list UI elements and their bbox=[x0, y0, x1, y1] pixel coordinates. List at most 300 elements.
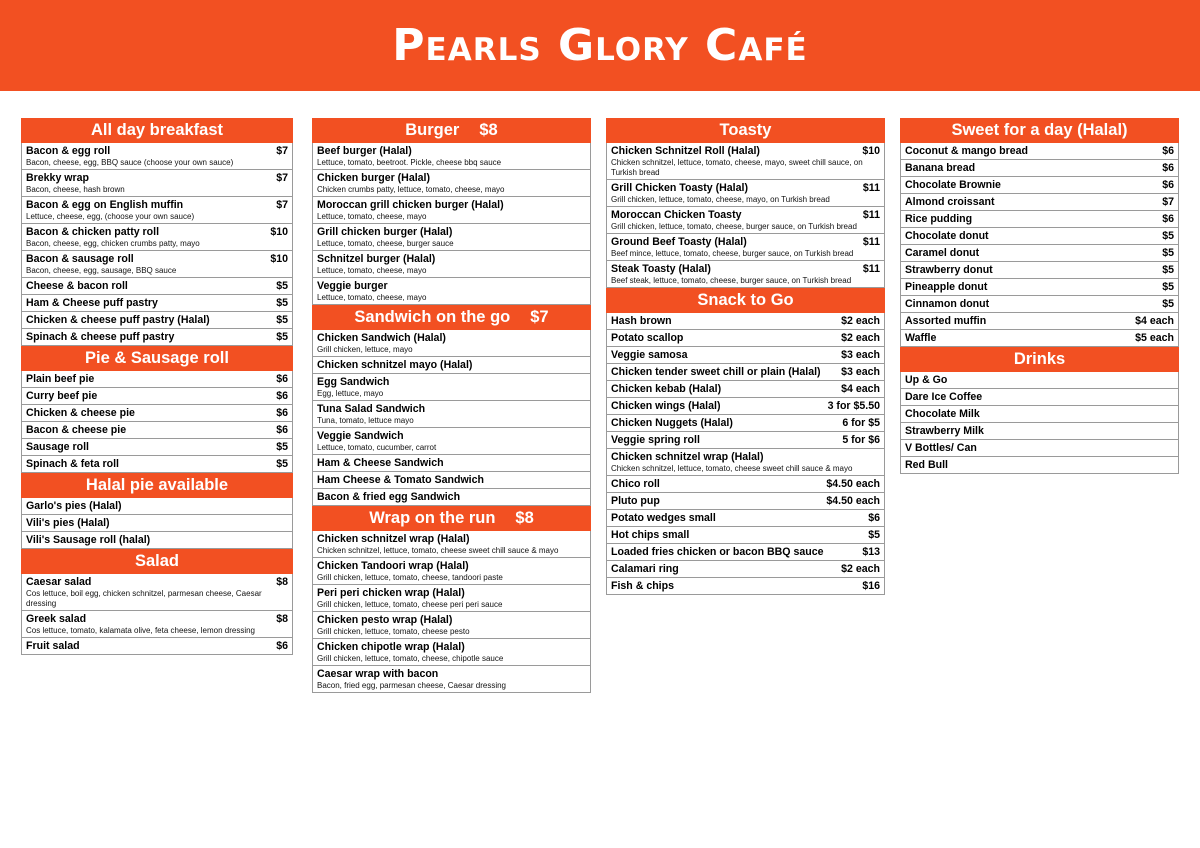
menu-item-name: Bacon & egg on English muffin bbox=[26, 199, 184, 211]
menu-item-name: Pineapple donut bbox=[905, 281, 988, 293]
menu-column-2 bbox=[312, 118, 591, 693]
menu-item-price: $7 bbox=[276, 172, 288, 184]
menu-column-3 bbox=[606, 118, 885, 595]
menu-item-price: $5 bbox=[1162, 298, 1174, 310]
menu-item-price: $6 bbox=[276, 390, 288, 402]
menu-item-name: Veggie spring roll bbox=[611, 434, 700, 446]
menu-item-price: 3 for $5.50 bbox=[827, 400, 880, 412]
menu-item-name: Grill chicken burger (Halal) bbox=[317, 226, 453, 238]
menu-item bbox=[901, 329, 1178, 346]
menu-item-row bbox=[26, 389, 288, 403]
menu-item bbox=[313, 531, 590, 557]
menu-item-name: Loaded fries chicken or bacon BBQ sauce bbox=[611, 546, 824, 558]
menu-item-row bbox=[611, 314, 880, 328]
menu-item-description: Cos lettuce, boil egg, chicken schnitzel, parmesan cheese, Caesar dressing bbox=[26, 589, 262, 608]
menu-section bbox=[606, 118, 885, 288]
menu-item-row bbox=[26, 279, 288, 293]
menu-item-price: $6 bbox=[1162, 213, 1174, 225]
menu-item-description: Chicken schnitzel, lettuce, tomato, cheese, mayo, sweet chill sauce, on Turkish bread bbox=[611, 158, 863, 177]
menu-item-row bbox=[317, 252, 586, 266]
menu-item-row bbox=[905, 161, 1174, 175]
menu-item-name: Hot chips small bbox=[611, 529, 690, 541]
menu-item-name: Bacon & sausage roll bbox=[26, 253, 134, 265]
menu-item-row bbox=[905, 229, 1174, 243]
menu-item-name: Curry beef pie bbox=[26, 390, 98, 402]
menu-section bbox=[21, 549, 293, 655]
menu-item-price: $5 each bbox=[1135, 332, 1174, 344]
menu-item-row bbox=[905, 314, 1174, 328]
menu-item-name: Chicken schnitzel wrap (Halal) bbox=[317, 533, 470, 545]
menu-item bbox=[313, 223, 590, 250]
menu-item-name: Spinach & cheese puff pastry bbox=[26, 331, 175, 343]
section-item-list bbox=[21, 143, 293, 346]
menu-section bbox=[21, 473, 293, 549]
menu-item-row bbox=[611, 208, 880, 222]
section-header bbox=[900, 118, 1179, 143]
menu-item-price: $11 bbox=[862, 263, 880, 275]
menu-item-name: Chicken pesto wrap (Halal) bbox=[317, 614, 453, 626]
menu-item-description: Grill chicken, lettuce, tomato, cheese peri peri sauce bbox=[317, 600, 503, 609]
menu-item bbox=[22, 438, 292, 455]
menu-section bbox=[900, 118, 1179, 347]
menu-item-price: $13 bbox=[862, 546, 880, 558]
menu-item-description: Beef mince, lettuce, tomato, cheese, burger sauce, on Turkish bread bbox=[611, 249, 854, 258]
menu-item bbox=[22, 328, 292, 345]
menu-item-row bbox=[905, 280, 1174, 294]
menu-item bbox=[607, 179, 884, 206]
menu-item bbox=[901, 227, 1178, 244]
menu-item-price: $6 bbox=[1162, 145, 1174, 157]
menu-item-price: $11 bbox=[862, 209, 880, 221]
menu-item-name: Ham & Cheese Sandwich bbox=[317, 457, 444, 469]
menu-item bbox=[313, 250, 590, 277]
menu-item-row bbox=[26, 252, 288, 266]
menu-item bbox=[313, 169, 590, 196]
section-header bbox=[21, 118, 293, 143]
menu-item-name: Chicken Sandwich (Halal) bbox=[317, 332, 446, 344]
header-banner bbox=[0, 0, 1200, 91]
menu-item-name: Calamari ring bbox=[611, 563, 679, 575]
menu-item-description: Beef steak, lettuce, tomato, cheese, burger sauce, on Turkish bread bbox=[611, 276, 852, 285]
menu-item bbox=[901, 422, 1178, 439]
menu-item-row bbox=[317, 667, 586, 681]
menu-item-row bbox=[26, 533, 288, 547]
menu-item-price: 5 for $6 bbox=[842, 434, 880, 446]
section-price: $8 bbox=[515, 509, 534, 527]
menu-item-price: $8 bbox=[276, 576, 288, 588]
menu-item-name: Chicken Tandoori wrap (Halal) bbox=[317, 560, 469, 572]
menu-item-row bbox=[26, 457, 288, 471]
menu-item bbox=[607, 475, 884, 492]
menu-item-description: Lettuce, tomato, cheese, burger sauce bbox=[317, 239, 454, 248]
menu-item-name: Pluto pup bbox=[611, 495, 660, 507]
menu-item bbox=[901, 176, 1178, 193]
menu-item bbox=[313, 488, 590, 505]
menu-item-price: $5 bbox=[1162, 281, 1174, 293]
menu-item bbox=[607, 560, 884, 577]
menu-item-name: Ham & Cheese puff pastry bbox=[26, 297, 158, 309]
menu-item bbox=[607, 448, 884, 475]
menu-item-name: Schnitzel burger (Halal) bbox=[317, 253, 436, 265]
menu-item-price: $4 each bbox=[1135, 315, 1174, 327]
menu-item-price: $11 bbox=[862, 182, 880, 194]
menu-item-price: $6 bbox=[868, 512, 880, 524]
menu-item-name: Cheese & bacon roll bbox=[26, 280, 128, 292]
menu-item-row bbox=[317, 225, 586, 239]
menu-item-name: Brekky wrap bbox=[26, 172, 90, 184]
menu-item-name: Potato wedges small bbox=[611, 512, 716, 524]
menu-item-description: Lettuce, tomato, cheese, mayo bbox=[317, 212, 427, 221]
menu-item-name: Plain beef pie bbox=[26, 373, 95, 385]
section-title: Drinks bbox=[1013, 350, 1066, 368]
menu-item-price: $10 bbox=[270, 226, 288, 238]
menu-item-name: Bacon & chicken patty roll bbox=[26, 226, 160, 238]
section-title: Wrap on the run bbox=[369, 509, 496, 527]
menu-item-name: Chocolate Brownie bbox=[905, 179, 1001, 191]
menu-item-name: Greek salad bbox=[26, 613, 87, 625]
section-item-list bbox=[21, 371, 293, 473]
menu-item-name: Ground Beef Toasty (Halal) bbox=[611, 236, 747, 248]
menu-item-name: Peri peri chicken wrap (Halal) bbox=[317, 587, 465, 599]
menu-item-row bbox=[611, 416, 880, 430]
menu-item-name: Rice pudding bbox=[905, 213, 973, 225]
menu-item-row bbox=[26, 423, 288, 437]
menu-item-description: Grill chicken, lettuce, tomato, cheese, tandoori paste bbox=[317, 573, 503, 582]
menu-item bbox=[607, 577, 884, 594]
menu-item-row bbox=[317, 279, 586, 293]
menu-item-name: Spinach & feta roll bbox=[26, 458, 120, 470]
menu-item-name: V Bottles/ Can bbox=[905, 442, 977, 454]
menu-item-price: $5 bbox=[868, 529, 880, 541]
menu-item-price: $5 bbox=[276, 331, 288, 343]
menu-item-row bbox=[611, 562, 880, 576]
menu-item bbox=[607, 526, 884, 543]
menu-item bbox=[901, 143, 1178, 159]
section-price: $8 bbox=[479, 121, 498, 139]
menu-item-price: $6 bbox=[1162, 162, 1174, 174]
menu-item-name: Almond croissant bbox=[905, 196, 995, 208]
menu-item-row bbox=[317, 144, 586, 158]
menu-item-price: $5 bbox=[276, 458, 288, 470]
menu-item-row bbox=[905, 390, 1174, 404]
menu-item-description: Chicken schnitzel, lettuce, tomato, cheese sweet chill sauce & mayo bbox=[317, 546, 559, 555]
menu-item-description: Chicken crumbs patty, lettuce, tomato, cheese, mayo bbox=[317, 185, 505, 194]
menu-item-price: $11 bbox=[862, 236, 880, 248]
menu-item-row bbox=[611, 494, 880, 508]
menu-item-name: Chicken burger (Halal) bbox=[317, 172, 431, 184]
section-header bbox=[606, 288, 885, 313]
menu-item-description: Bacon, fried egg, parmesan cheese, Caesar dressing bbox=[317, 681, 506, 690]
menu-item bbox=[607, 397, 884, 414]
menu-item-name: Chicken kebab (Halal) bbox=[611, 383, 722, 395]
menu-item bbox=[313, 454, 590, 471]
menu-item bbox=[22, 371, 292, 387]
menu-column-1 bbox=[21, 118, 293, 655]
menu-item-name: Beef burger (Halal) bbox=[317, 145, 412, 157]
menu-item bbox=[22, 250, 292, 277]
menu-item bbox=[313, 427, 590, 454]
section-title: Sweet for a day (Halal) bbox=[951, 121, 1128, 139]
section-item-list bbox=[606, 143, 885, 288]
menu-item-name: Caesar wrap with bacon bbox=[317, 668, 439, 680]
menu-item-row bbox=[317, 198, 586, 212]
menu-item-row bbox=[317, 586, 586, 600]
menu-item-price: $5 bbox=[276, 314, 288, 326]
section-item-list bbox=[606, 313, 885, 595]
menu-item bbox=[901, 210, 1178, 227]
menu-item-name: Garlo's pies (Halal) bbox=[26, 500, 122, 512]
menu-item-price: $5 bbox=[276, 441, 288, 453]
menu-item bbox=[607, 414, 884, 431]
menu-item-row bbox=[26, 313, 288, 327]
menu-item-name: Vili's pies (Halal) bbox=[26, 517, 110, 529]
section-title: Snack to Go bbox=[697, 291, 794, 309]
menu-section bbox=[900, 347, 1179, 474]
menu-item-row bbox=[26, 639, 288, 653]
menu-item-row bbox=[26, 296, 288, 310]
menu-item-name: Strawberry donut bbox=[905, 264, 993, 276]
menu-item bbox=[22, 143, 292, 169]
menu-item-name: Caesar salad bbox=[26, 576, 92, 588]
menu-item bbox=[22, 404, 292, 421]
menu-item-price: $8 bbox=[276, 613, 288, 625]
menu-item bbox=[313, 400, 590, 427]
menu-item-name: Chicken chipotle wrap (Halal) bbox=[317, 641, 465, 653]
menu-item-name: Potato scallop bbox=[611, 332, 684, 344]
section-item-list bbox=[312, 531, 591, 693]
menu-item-row bbox=[611, 144, 880, 158]
section-title: Toasty bbox=[719, 121, 772, 139]
menu-item bbox=[901, 159, 1178, 176]
menu-item-row bbox=[611, 382, 880, 396]
menu-item-row bbox=[26, 198, 288, 212]
menu-item bbox=[22, 574, 292, 610]
menu-item-row bbox=[905, 297, 1174, 311]
menu-item-description: Chicken schnitzel, lettuce, tomato, cheese sweet chill sauce & mayo bbox=[611, 464, 853, 473]
section-title: Salad bbox=[134, 552, 180, 570]
menu-item-row bbox=[26, 330, 288, 344]
section-header bbox=[606, 118, 885, 143]
menu-item bbox=[607, 313, 884, 329]
menu-item-name: Grill Chicken Toasty (Halal) bbox=[611, 182, 748, 194]
menu-item bbox=[22, 294, 292, 311]
menu-item bbox=[313, 373, 590, 400]
menu-item-price: $7 bbox=[276, 199, 288, 211]
menu-item-name: Veggie burger bbox=[317, 280, 388, 292]
menu-item-name: Ham Cheese & Tomato Sandwich bbox=[317, 474, 484, 486]
menu-item-name: Dare Ice Coffee bbox=[905, 391, 983, 403]
menu-item-row bbox=[905, 441, 1174, 455]
menu-item-row bbox=[611, 528, 880, 542]
menu-item bbox=[607, 543, 884, 560]
menu-item bbox=[313, 356, 590, 373]
menu-item-name: Hash brown bbox=[611, 315, 672, 327]
menu-item bbox=[607, 143, 884, 179]
section-header bbox=[21, 346, 293, 371]
menu-item-row bbox=[26, 406, 288, 420]
menu-item-row bbox=[905, 407, 1174, 421]
menu-item-price: $2 each bbox=[841, 332, 880, 344]
menu-item-row bbox=[611, 235, 880, 249]
menu-item-row bbox=[611, 545, 880, 559]
menu-column-4 bbox=[900, 118, 1179, 474]
menu-item bbox=[22, 421, 292, 438]
section-item-list bbox=[900, 143, 1179, 347]
menu-item bbox=[313, 143, 590, 169]
menu-item-name: Chicken schnitzel mayo (Halal) bbox=[317, 359, 473, 371]
menu-item bbox=[607, 492, 884, 509]
menu-item-row bbox=[905, 212, 1174, 226]
menu-item-description: Egg, lettuce, mayo bbox=[317, 389, 384, 398]
menu-section bbox=[21, 346, 293, 473]
menu-item bbox=[22, 223, 292, 250]
menu-item-price: $16 bbox=[862, 580, 880, 592]
section-item-list bbox=[312, 143, 591, 305]
menu-item-row bbox=[317, 559, 586, 573]
menu-item-name: Chocolate donut bbox=[905, 230, 989, 242]
menu-item-row bbox=[905, 178, 1174, 192]
menu-item bbox=[901, 193, 1178, 210]
menu-item-row bbox=[905, 263, 1174, 277]
menu-item bbox=[313, 665, 590, 692]
menu-item-row bbox=[905, 424, 1174, 438]
menu-item bbox=[607, 206, 884, 233]
menu-item bbox=[901, 405, 1178, 422]
section-header bbox=[21, 473, 293, 498]
menu-item-description: Lettuce, cheese, egg, (choose your own sauce) bbox=[26, 212, 195, 221]
menu-item-price: $2 each bbox=[841, 563, 880, 575]
menu-item-description: Grill chicken, lettuce, tomato, cheese, mayo, on Turkish bread bbox=[611, 195, 830, 204]
section-item-list bbox=[21, 574, 293, 655]
menu-item-name: Up & Go bbox=[905, 374, 948, 386]
menu-item-row bbox=[26, 440, 288, 454]
section-title: Sandwich on the go bbox=[354, 308, 511, 326]
menu-item-name: Moroccan Chicken Toasty bbox=[611, 209, 742, 221]
menu-item-row bbox=[611, 477, 880, 491]
menu-item-price: $6 bbox=[276, 424, 288, 436]
menu-item-description: Bacon, cheese, hash brown bbox=[26, 185, 125, 194]
menu-item-price: $3 each bbox=[841, 366, 880, 378]
menu-item bbox=[22, 498, 292, 514]
menu-item bbox=[901, 278, 1178, 295]
menu-item-row bbox=[905, 246, 1174, 260]
section-price: $7 bbox=[530, 308, 549, 326]
menu-item-name: Chicken wings (Halal) bbox=[611, 400, 721, 412]
section-header bbox=[21, 549, 293, 574]
section-title: Halal pie available bbox=[85, 476, 229, 494]
menu-item-price: $7 bbox=[276, 145, 288, 157]
menu-item bbox=[22, 196, 292, 223]
menu-item-price: $6 bbox=[276, 373, 288, 385]
menu-item-row bbox=[611, 433, 880, 447]
menu-item-price: $4.50 each bbox=[826, 478, 880, 490]
menu-item bbox=[22, 514, 292, 531]
menu-item bbox=[901, 372, 1178, 388]
section-title: Pie & Sausage roll bbox=[85, 349, 229, 367]
menu-item-price: $7 bbox=[1162, 196, 1174, 208]
menu-item-description: Bacon, cheese, egg, BBQ sauce (choose your own sauce) bbox=[26, 158, 234, 167]
menu-item bbox=[313, 584, 590, 611]
menu-item bbox=[22, 311, 292, 328]
menu-section bbox=[312, 305, 591, 506]
menu-item-price: $4.50 each bbox=[826, 495, 880, 507]
menu-item-row bbox=[317, 375, 586, 389]
menu-item-name: Caramel donut bbox=[905, 247, 980, 259]
section-item-list bbox=[21, 498, 293, 549]
menu-item-row bbox=[26, 575, 288, 589]
menu-item-name: Chico roll bbox=[611, 478, 660, 490]
menu-item bbox=[901, 244, 1178, 261]
section-header bbox=[312, 506, 591, 531]
menu-item bbox=[22, 169, 292, 196]
menu-item bbox=[22, 277, 292, 294]
menu-item-price: $5 bbox=[1162, 230, 1174, 242]
menu-item-row bbox=[611, 348, 880, 362]
menu-item-name: Chicken Schnitzel Roll (Halal) bbox=[611, 145, 760, 157]
menu-item-description: Bacon, cheese, egg, sausage, BBQ sauce bbox=[26, 266, 177, 275]
menu-item-name: Cinnamon donut bbox=[905, 298, 990, 310]
menu-item bbox=[901, 456, 1178, 473]
menu-item-row bbox=[611, 579, 880, 593]
menu-item-name: Chicken Nuggets (Halal) bbox=[611, 417, 733, 429]
menu-item-row bbox=[611, 511, 880, 525]
menu-item-row bbox=[611, 450, 880, 464]
page-title: Pearls Glory Café bbox=[392, 20, 808, 71]
menu-item-row bbox=[317, 331, 586, 345]
menu-item-row bbox=[317, 640, 586, 654]
menu-item bbox=[313, 277, 590, 304]
menu-item-price: $4 each bbox=[841, 383, 880, 395]
menu-item-row bbox=[26, 499, 288, 513]
menu-item-row bbox=[26, 612, 288, 626]
menu-section bbox=[312, 506, 591, 693]
menu-item-name: Bacon & cheese pie bbox=[26, 424, 127, 436]
section-item-list bbox=[900, 372, 1179, 474]
section-header bbox=[900, 347, 1179, 372]
menu-item-price: $5 bbox=[276, 280, 288, 292]
menu-item-row bbox=[317, 429, 586, 443]
menu-item-name: Bacon & fried egg Sandwich bbox=[317, 491, 461, 503]
menu-item-name: Waffle bbox=[905, 332, 937, 344]
menu-item bbox=[22, 531, 292, 548]
section-header bbox=[312, 118, 591, 143]
menu-item-name: Coconut & mango bread bbox=[905, 145, 1029, 157]
menu-item-row bbox=[26, 516, 288, 530]
menu-item-row bbox=[317, 532, 586, 546]
menu-item bbox=[901, 261, 1178, 278]
menu-item-name: Vili's Sausage roll (halal) bbox=[26, 534, 151, 546]
menu-item bbox=[313, 196, 590, 223]
menu-item-price: $10 bbox=[862, 145, 880, 157]
section-item-list bbox=[312, 330, 591, 506]
menu-item-row bbox=[26, 144, 288, 158]
menu-item bbox=[607, 431, 884, 448]
menu-item bbox=[313, 611, 590, 638]
menu-item-price: $6 bbox=[276, 640, 288, 652]
menu-item-description: Lettuce, tomato, beetroot. Pickle, cheese bbq sauce bbox=[317, 158, 502, 167]
menu-item-row bbox=[26, 372, 288, 386]
menu-item-row bbox=[611, 331, 880, 345]
menu-item bbox=[607, 329, 884, 346]
menu-item bbox=[22, 610, 292, 637]
menu-item-name: Tuna Salad Sandwich bbox=[317, 403, 426, 415]
menu-item-name: Fish & chips bbox=[611, 580, 674, 592]
menu-item-row bbox=[317, 490, 586, 504]
menu-item bbox=[607, 260, 884, 287]
menu-item bbox=[22, 387, 292, 404]
menu-item-description: Bacon, cheese, egg, chicken crumbs patty, mayo bbox=[26, 239, 200, 248]
menu-item bbox=[607, 380, 884, 397]
